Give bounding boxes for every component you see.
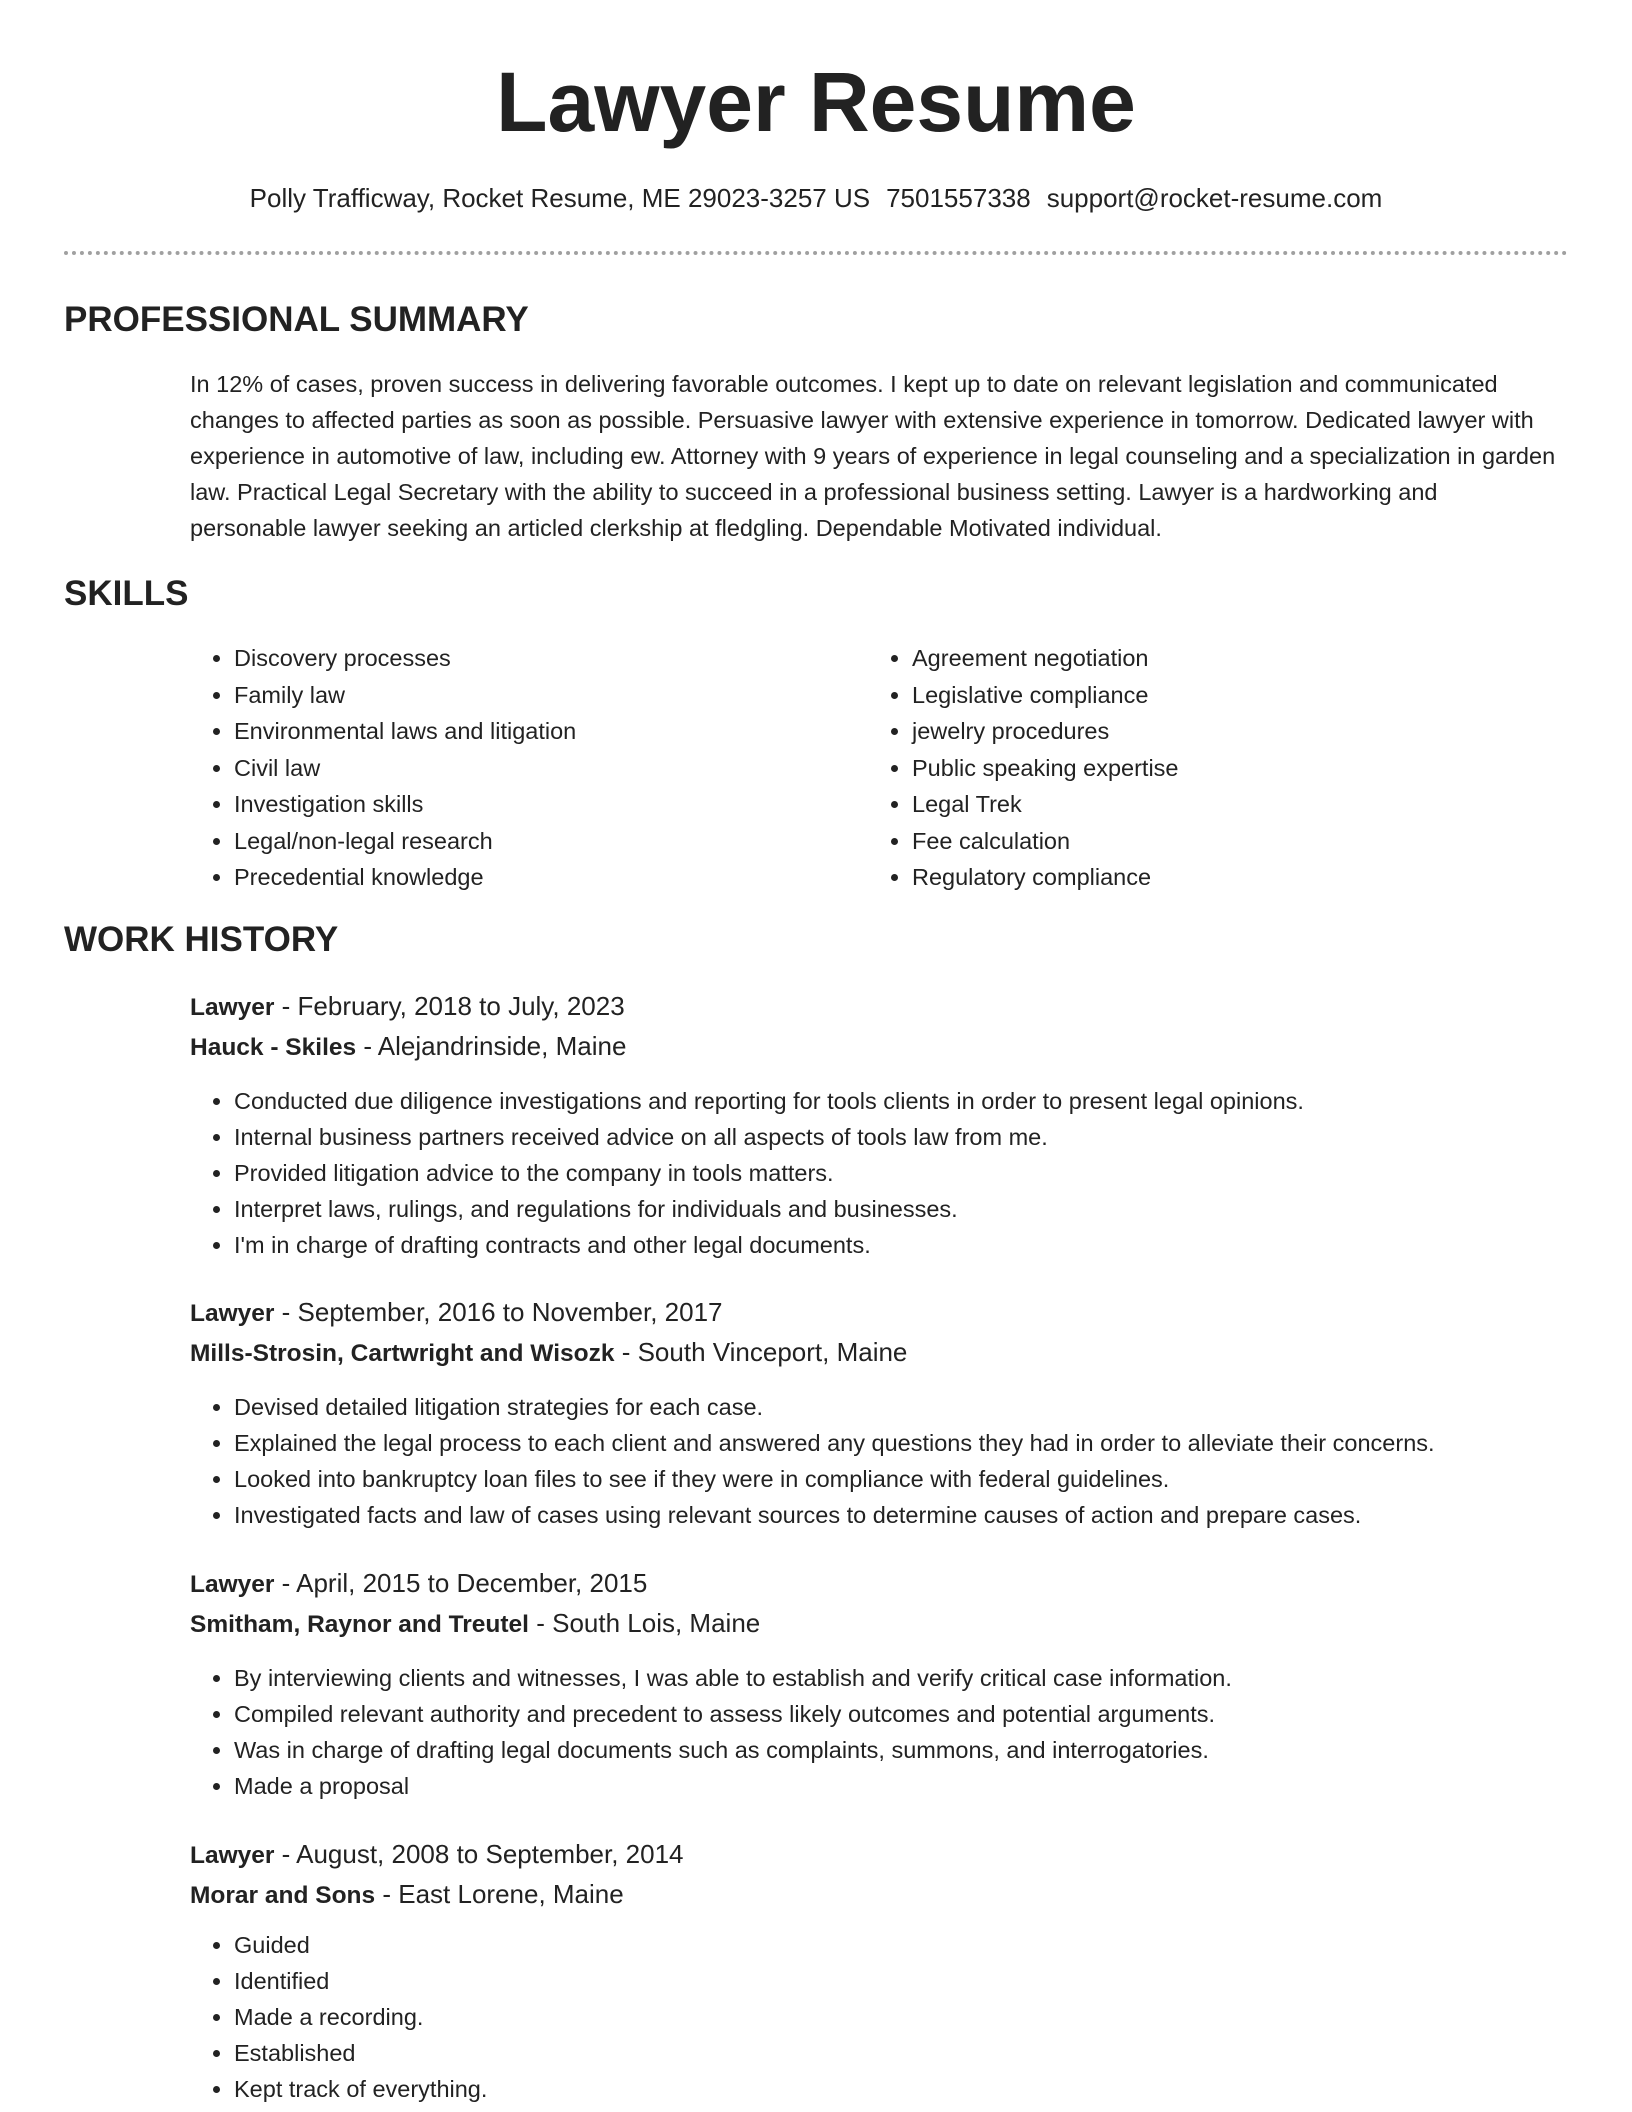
- job-location: - South Vinceport, Maine: [614, 1337, 908, 1367]
- skills-heading: SKILLS: [64, 574, 189, 613]
- job-dates: - February, 2018 to July, 2023: [274, 991, 625, 1021]
- skill-item: • Public speaking expertise: [912, 750, 1179, 787]
- job-bullet: • Established: [234, 2035, 1570, 2071]
- job-title-line: [190, 1835, 1570, 1875]
- job-dates: - April, 2015 to December, 2015: [274, 1568, 648, 1598]
- job-company-line: [190, 1604, 1570, 1644]
- job-title: Lawyer: [190, 1842, 275, 1869]
- job-bullets: [190, 1927, 1570, 2107]
- job-company: Mills-Strosin, Cartwright and Wisozk: [190, 1340, 615, 1367]
- job-bullet: • Interpret laws, rulings, and regulations for individuals and businesses.: [234, 1191, 1570, 1227]
- skill-item: • Discovery processes: [234, 640, 576, 677]
- job-title-line: [190, 1293, 1570, 1333]
- contact-email: support@rocket-resume.com: [1046, 183, 1383, 213]
- skill-item: • Investigation skills: [234, 786, 576, 823]
- job-bullets: [190, 1660, 1570, 1804]
- skill-item: • Precedential knowledge: [234, 859, 576, 896]
- contact-phone: 7501557338: [886, 183, 1031, 213]
- job-title-line: [190, 1564, 1570, 1604]
- job-bullet: • Kept track of everything.: [234, 2071, 1570, 2107]
- skill-item: • jewelry procedures: [912, 713, 1179, 750]
- summary-text: In 12% of cases, proven success in delivering favorable outcomes. I kept up to date on relevant legislation and communicated changes to affected parties as soon as possible. Persuasive lawyer with extensive experience in tomorrow. Dedicated lawyer with experience in automotive of law, including ew. Attorney with 9 years of experience in legal counseling and a specialization in garden law. Practical Legal Secretary with the ability to succeed in a professional business setting. Lawyer is a hardworking and personable lawyer seeking an articled clerkship at fledgling. Dependable Motivated individual.: [190, 371, 1556, 541]
- job-bullet: • I'm in charge of drafting contracts and other legal documents.: [234, 1227, 1570, 1263]
- job-bullet: • Compiled relevant authority and precedent to assess likely outcomes and potential arguments.: [234, 1696, 1570, 1732]
- job-bullet: • Identified: [234, 1963, 1570, 1999]
- job-entry: [190, 1835, 1570, 2107]
- skill-item: • Fee calculation: [912, 823, 1179, 860]
- job-location: - Alejandrinside, Maine: [356, 1031, 627, 1061]
- job-bullet: • Guided: [234, 1927, 1570, 1963]
- job-title-line: [190, 987, 1570, 1027]
- skills-list-left: [190, 640, 576, 896]
- job-company-line: [190, 1333, 1570, 1373]
- job-bullet: • Investigated facts and law of cases using relevant sources to determine causes of action and prepare cases.: [234, 1497, 1570, 1533]
- job-dates: - August, 2008 to September, 2014: [274, 1839, 684, 1869]
- job-bullet: • By interviewing clients and witnesses, I was able to establish and verify critical case information.: [234, 1660, 1570, 1696]
- skill-item: • Legal Trek: [912, 786, 1179, 823]
- skill-item: • Family law: [234, 677, 576, 714]
- summary-heading: PROFESSIONAL SUMMARY: [64, 300, 529, 339]
- job-bullet: • Explained the legal process to each client and answered any questions they had in order to alleviate their concerns.: [234, 1425, 1570, 1461]
- job-bullet: • Made a proposal: [234, 1768, 1570, 1804]
- job-location: - East Lorene, Maine: [375, 1879, 624, 1909]
- job-location: - South Lois, Maine: [529, 1608, 761, 1638]
- job-title: Lawyer: [190, 1300, 275, 1327]
- job-bullet: • Devised detailed litigation strategies for each case.: [234, 1389, 1570, 1425]
- page-title: Lawyer Resume: [496, 55, 1136, 149]
- header-divider: [64, 251, 1568, 255]
- job-bullet: • Provided litigation advice to the company in tools matters.: [234, 1155, 1570, 1191]
- job-bullet: • Made a recording.: [234, 1999, 1570, 2035]
- job-entry: [190, 987, 1570, 1263]
- skill-item: • Legislative compliance: [912, 677, 1179, 714]
- contact-line: [0, 180, 1632, 216]
- skill-item: • Environmental laws and litigation: [234, 713, 576, 750]
- job-company: Hauck - Skiles: [190, 1034, 357, 1061]
- job-entry: [190, 1564, 1570, 1804]
- job-entry: [190, 1293, 1570, 1533]
- job-bullets: [190, 1083, 1570, 1263]
- job-bullet: • Internal business partners received advice on all aspects of tools law from me.: [234, 1119, 1570, 1155]
- job-title: Lawyer: [190, 994, 275, 1021]
- job-company-line: [190, 1875, 1570, 1915]
- job-bullet: • Was in charge of drafting legal documents such as complaints, summons, and interrogatories.: [234, 1732, 1570, 1768]
- job-dates: - September, 2016 to November, 2017: [274, 1297, 723, 1327]
- job-title: Lawyer: [190, 1571, 275, 1598]
- job-bullet: • Conducted due diligence investigations and reporting for tools clients in order to present legal opinions.: [234, 1083, 1570, 1119]
- job-company-line: [190, 1027, 1570, 1067]
- skills-list-right: [868, 640, 1179, 896]
- contact-address: Polly Trafficway, Rocket Resume, ME 29023-3257 US: [249, 183, 871, 213]
- skill-item: • Civil law: [234, 750, 576, 787]
- job-company: Smitham, Raynor and Treutel: [190, 1611, 529, 1638]
- job-bullet: • Looked into bankruptcy loan files to see if they were in compliance with federal guidelines.: [234, 1461, 1570, 1497]
- job-company: Morar and Sons: [190, 1882, 376, 1909]
- skill-item: • Regulatory compliance: [912, 859, 1179, 896]
- work-history-heading: WORK HISTORY: [64, 920, 339, 959]
- skill-item: • Legal/non-legal research: [234, 823, 576, 860]
- skill-item: • Agreement negotiation: [912, 640, 1179, 677]
- job-bullets: [190, 1389, 1570, 1533]
